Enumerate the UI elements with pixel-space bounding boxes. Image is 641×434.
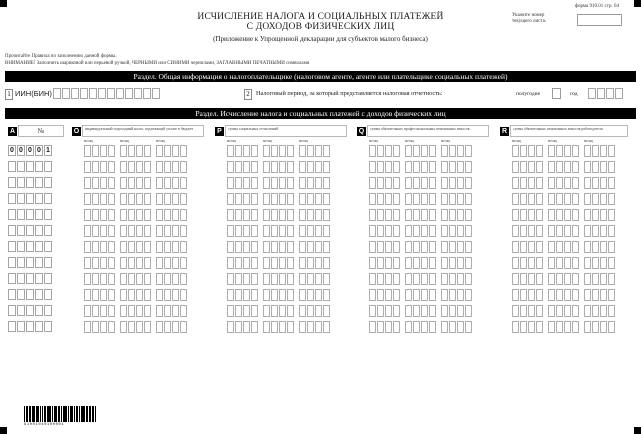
- registration-mark-top-left: [0, 0, 7, 7]
- amount-input-cells-q[interactable]: [369, 193, 473, 205]
- col-q-header: [367, 125, 489, 137]
- year-input-cells[interactable]: [588, 88, 624, 99]
- col-r-letter: R: [501, 128, 508, 135]
- col-r-header: [510, 125, 628, 137]
- field1-label: ИИН(БИН): [15, 89, 52, 98]
- amount-input-cells-p[interactable]: [227, 257, 331, 269]
- page-title-line1: ИСЧИСЛЕНИЕ НАЛОГА И СОЦИАЛЬНЫХ ПЛАТЕЖЕЙ: [197, 12, 444, 22]
- amount-input-cells-p[interactable]: [227, 305, 331, 317]
- half-year-input[interactable]: [552, 88, 561, 99]
- col-q-month-label-2: месяц: [405, 139, 415, 143]
- amount-input-cells-p[interactable]: [227, 273, 331, 285]
- instructions-line1: Прочитайте Правила по заполнению данной формы.: [5, 54, 117, 59]
- amount-input-cells-q[interactable]: [369, 209, 473, 221]
- row1-digit-5: 1: [44, 145, 52, 156]
- col-r-label: сумма обязательных пенсионных взносов работодателя: [513, 127, 603, 131]
- amount-input-cells-p[interactable]: [227, 289, 331, 301]
- row-number-cells[interactable]: [8, 321, 53, 332]
- instructions-line2: ВНИМАНИЕ! Заполнить шариковой или перьевой ручкой, ЧЕРНЫМИ или СИНИМИ чернилами, ЗАГЛАВНЫМИ ПЕЧАТНЫМИ символами: [5, 61, 310, 66]
- col-q-month-label-1: месяц: [369, 139, 379, 143]
- amount-input-cells-r[interactable]: [512, 257, 616, 269]
- amount-input-cells-q[interactable]: [369, 177, 473, 189]
- amount-input-cells-r[interactable]: [512, 193, 616, 205]
- half-year-label: полугодие: [516, 91, 541, 97]
- row-number-cells[interactable]: [8, 161, 53, 172]
- col-o-month-label-2: месяц: [120, 139, 130, 143]
- row-number-cells[interactable]: [8, 177, 53, 188]
- amount-input-cells-q[interactable]: [369, 145, 473, 157]
- col-p-letter: P: [215, 127, 224, 136]
- col-r-month-label-2: месяц: [548, 139, 558, 143]
- page-title-line2: С ДОХОДОВ ФИЗИЧЕСКИХ ЛИЦ: [246, 22, 395, 32]
- registration-mark-bottom-left: [0, 427, 7, 434]
- amount-input-cells-q[interactable]: [369, 241, 473, 253]
- amount-input-cells-r[interactable]: [512, 289, 616, 301]
- section2-title: Раздел. Исчисление налога и социальных платежей с доходов физических лиц: [5, 108, 636, 119]
- registration-mark-top-right: [634, 0, 641, 7]
- col-q-month-label-3: месяц: [441, 139, 451, 143]
- amount-input-cells-o[interactable]: [84, 145, 188, 157]
- amount-input-cells-p[interactable]: [227, 225, 331, 237]
- amount-input-cells-r[interactable]: [512, 273, 616, 285]
- registration-mark-bottom-right: [634, 427, 641, 434]
- amount-input-cells-q[interactable]: [369, 273, 473, 285]
- row1-digit-1: 0: [8, 145, 16, 156]
- amount-input-cells-r[interactable]: [512, 145, 616, 157]
- row-number-cells[interactable]: [8, 273, 53, 284]
- amount-input-cells-o[interactable]: [84, 289, 188, 301]
- amount-input-cells-p[interactable]: [227, 161, 331, 173]
- col-p-month-label-3: месяц: [299, 139, 309, 143]
- col-o-letter: O: [73, 128, 80, 135]
- amount-input-cells-p[interactable]: [227, 321, 331, 333]
- row-number-cells[interactable]: [8, 193, 53, 204]
- row-number-cells[interactable]: [8, 241, 53, 252]
- row1-digit-4: 0: [35, 145, 43, 156]
- amount-input-cells-q[interactable]: [369, 289, 473, 301]
- col-p-month-label-2: месяц: [263, 139, 273, 143]
- col-a-header: [18, 125, 64, 137]
- row-number-cells[interactable]: [8, 209, 53, 220]
- col-a-letter: A: [9, 128, 16, 135]
- row1-digit-2: 0: [17, 145, 25, 156]
- form-code: форма 910.01 стр. 04: [574, 4, 619, 9]
- col-p-label: сумма социальных отчислений: [228, 127, 279, 131]
- amount-input-cells-o[interactable]: [84, 161, 188, 173]
- col-o-month-label-3: месяц: [156, 139, 166, 143]
- barcode: [24, 406, 96, 422]
- year-label: год: [570, 91, 578, 97]
- amount-input-cells-q[interactable]: [369, 257, 473, 269]
- amount-input-cells-q[interactable]: [369, 225, 473, 237]
- row1-number-cells: [8, 145, 53, 156]
- amount-input-cells-r[interactable]: [512, 209, 616, 221]
- col-o-header: [82, 125, 204, 137]
- amount-input-cells-q[interactable]: [369, 305, 473, 317]
- amount-input-cells-o[interactable]: [84, 193, 188, 205]
- amount-input-cells-o[interactable]: [84, 257, 188, 269]
- col-a-label: №: [37, 127, 45, 135]
- amount-input-cells-r[interactable]: [512, 321, 616, 333]
- page-subtitle: (Приложение к Упрощенной декларации для субъектов малого бизнеса): [213, 35, 428, 43]
- row-number-cells[interactable]: [8, 289, 53, 300]
- amount-input-cells-o[interactable]: [84, 305, 188, 317]
- section1-title: Раздел. Общая информация о налогоплательщике (налоговом агенте, агенте или плательщике социальных платежей): [5, 71, 636, 82]
- col-o-label: индивидуальный подоходный налог, подлежащий уплате в бюджет: [85, 127, 194, 131]
- amount-input-cells-o[interactable]: [84, 177, 188, 189]
- amount-input-cells-r[interactable]: [512, 161, 616, 173]
- iin-input-cells[interactable]: [53, 88, 161, 99]
- col-p-header: [225, 125, 347, 137]
- row-number-cells[interactable]: [8, 305, 53, 316]
- row-number-cells[interactable]: [8, 225, 53, 236]
- amount-input-cells-o[interactable]: [84, 273, 188, 285]
- amount-input-cells-q[interactable]: [369, 321, 473, 333]
- amount-input-cells-r[interactable]: [512, 241, 616, 253]
- col-q-letter: Q: [358, 128, 365, 135]
- field2-number: 2: [244, 89, 252, 100]
- amount-input-cells-p[interactable]: [227, 177, 331, 189]
- col-r-month-label-1: месяц: [512, 139, 522, 143]
- amount-input-cells-p[interactable]: [227, 241, 331, 253]
- row1-digit-3: 0: [26, 145, 34, 156]
- col-p-month-label-1: месяц: [227, 139, 237, 143]
- col-o-month-label-1: месяц: [84, 139, 94, 143]
- amount-input-cells-r[interactable]: [512, 225, 616, 237]
- amount-input-cells-o[interactable]: [84, 209, 188, 221]
- barcode-number: 91001040100001: [24, 423, 65, 427]
- amount-input-cells-r[interactable]: [512, 177, 616, 189]
- field2-label: Налоговый период, за который представляется налоговая отчетность:: [256, 90, 443, 97]
- amount-input-cells-p[interactable]: [227, 145, 331, 157]
- col-q-label: сумма обязательных профессиональных пенсионных взносов: [370, 127, 470, 131]
- amount-input-cells-q[interactable]: [369, 161, 473, 173]
- amount-input-cells-p[interactable]: [227, 209, 331, 221]
- amount-input-cells-o[interactable]: [84, 241, 188, 253]
- amount-input-cells-p[interactable]: [227, 193, 331, 205]
- amount-input-cells-o[interactable]: [84, 321, 188, 333]
- row-number-cells[interactable]: [8, 257, 53, 268]
- field1-number: 1: [5, 89, 13, 100]
- amount-input-cells-r[interactable]: [512, 305, 616, 317]
- amount-input-cells-o[interactable]: [84, 225, 188, 237]
- page-number-label: Укажите номер текущего листа.: [512, 13, 547, 24]
- col-r-month-label-3: месяц: [584, 139, 594, 143]
